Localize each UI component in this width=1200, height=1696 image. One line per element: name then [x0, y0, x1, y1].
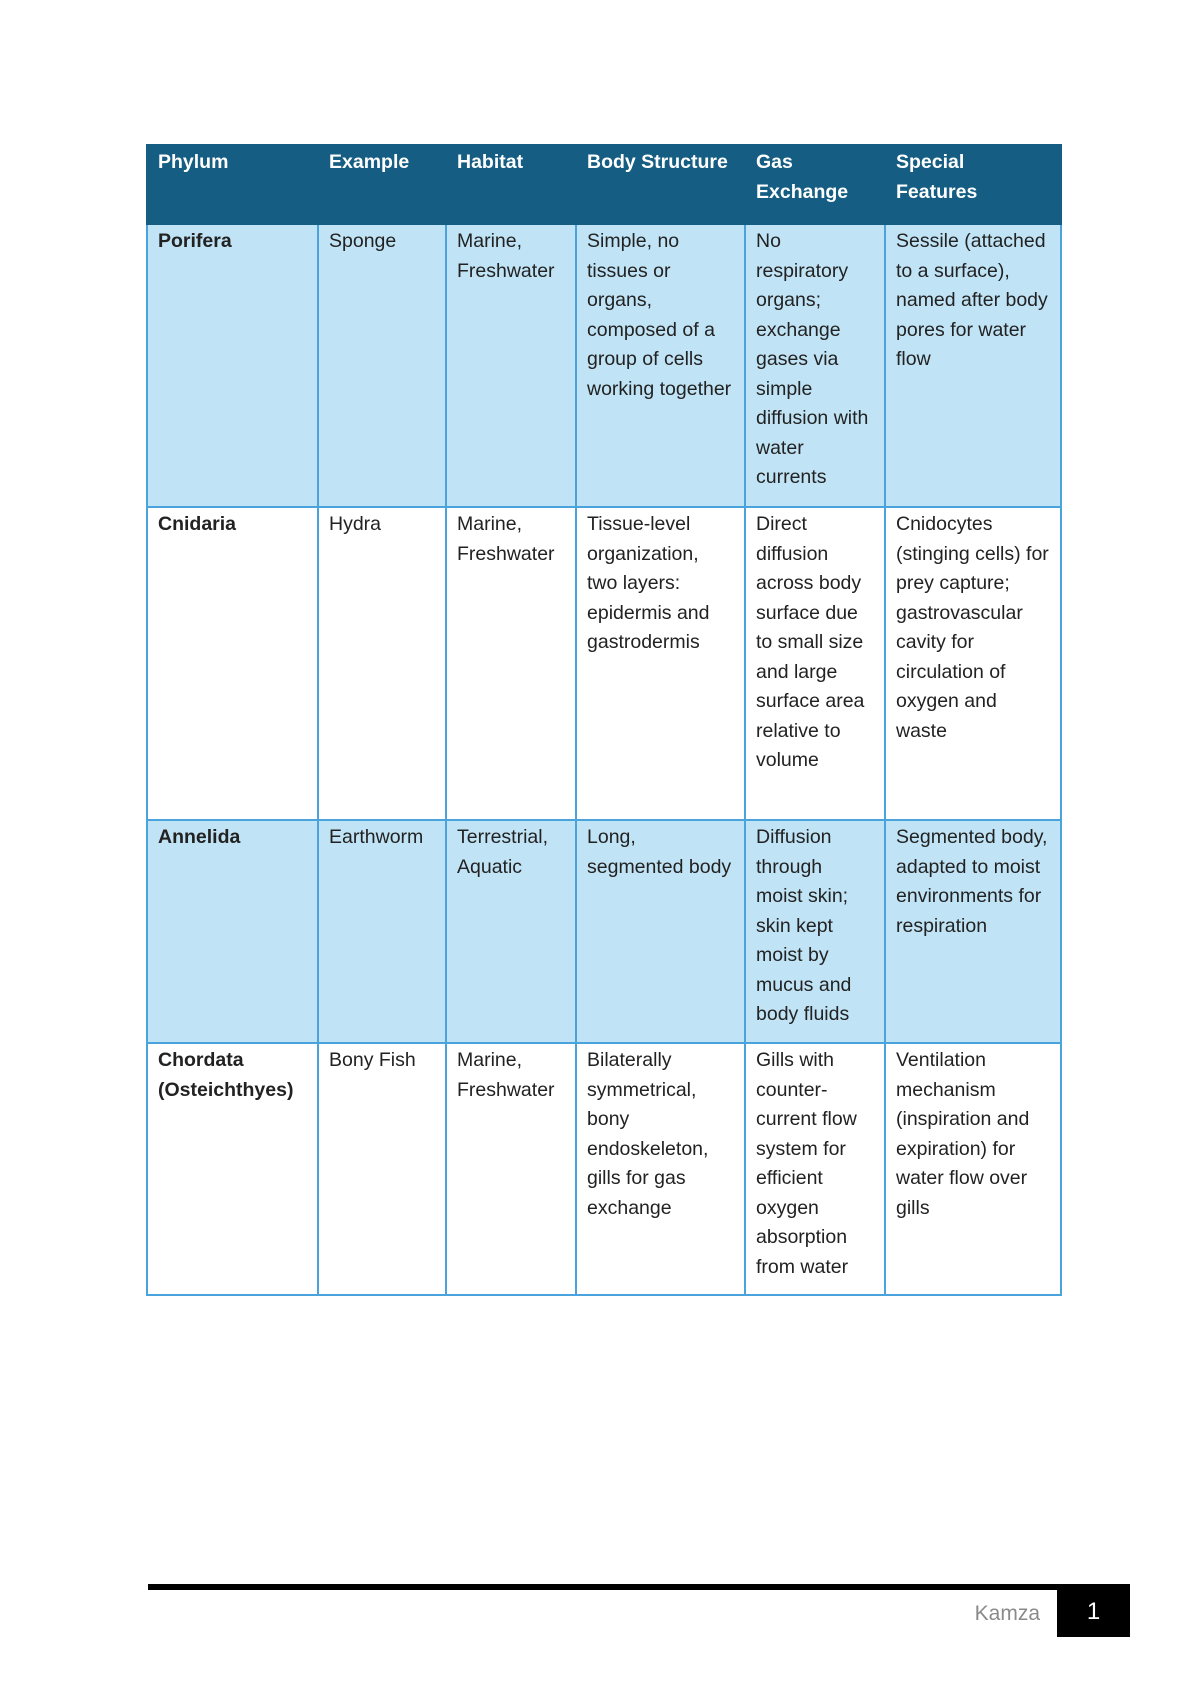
table-header [147, 145, 1061, 224]
gas-exchange-cell: No respiratory organs; exchange gases via simple diffusion with water currents [745, 224, 885, 507]
phylum-cell: Chordata (Osteichthyes) [147, 1043, 318, 1295]
habitat-cell: Marine, Freshwater [446, 1043, 576, 1295]
habitat-cell: Marine, Freshwater [446, 224, 576, 507]
column-header-body-structure: Body Structure [576, 145, 745, 224]
column-header-gas-exchange: Gas Exchange [745, 145, 885, 224]
table-row [147, 820, 1061, 1043]
column-header-example: Example [318, 145, 446, 224]
body-structure-cell: Simple, no tissues or organs, composed of a group of cells working together [576, 224, 745, 507]
phylum-cell: Porifera [147, 224, 318, 507]
footer-divider [148, 1584, 1130, 1590]
table-row [147, 1043, 1061, 1295]
gas-exchange-cell: Diffusion through moist skin; skin kept moist by mucus and body fluids [745, 820, 885, 1043]
body-structure-cell: Bilaterally symmetrical, bony endoskeleton, gills for gas exchange [576, 1043, 745, 1295]
phylum-cell: Annelida [147, 820, 318, 1043]
special-features-cell: Sessile (attached to a surface), named after body pores for water flow [885, 224, 1061, 507]
page-number: 1 [1057, 1586, 1130, 1637]
special-features-cell: Cnidocytes (stinging cells) for prey capture; gastrovascular cavity for circulation of oxygen and waste [885, 507, 1061, 820]
table-row [147, 224, 1061, 507]
habitat-cell: Marine, Freshwater [446, 507, 576, 820]
example-cell: Earthworm [318, 820, 446, 1043]
body-structure-cell: Long, segmented body [576, 820, 745, 1043]
column-header-habitat: Habitat [446, 145, 576, 224]
header-row [147, 145, 1061, 224]
column-header-phylum: Phylum [147, 145, 318, 224]
special-features-cell: Segmented body, adapted to moist environments for respiration [885, 820, 1061, 1043]
footer-author: Kamza [974, 1602, 1040, 1625]
phylum-comparison-table [146, 144, 1062, 1296]
gas-exchange-cell: Gills with counter-current flow system for efficient oxygen absorption from water [745, 1043, 885, 1295]
table-row [147, 507, 1061, 820]
example-cell: Bony Fish [318, 1043, 446, 1295]
body-structure-cell: Tissue-level organization, two layers: epidermis and gastrodermis [576, 507, 745, 820]
special-features-cell: Ventilation mechanism (inspiration and expiration) for water flow over gills [885, 1043, 1061, 1295]
example-cell: Sponge [318, 224, 446, 507]
habitat-cell: Terrestrial, Aquatic [446, 820, 576, 1043]
gas-exchange-cell: Direct diffusion across body surface due to small size and large surface area relative to volume [745, 507, 885, 820]
example-cell: Hydra [318, 507, 446, 820]
column-header-special-features: Special Features [885, 145, 1061, 224]
table-body [147, 224, 1061, 1295]
phylum-cell: Cnidaria [147, 507, 318, 820]
